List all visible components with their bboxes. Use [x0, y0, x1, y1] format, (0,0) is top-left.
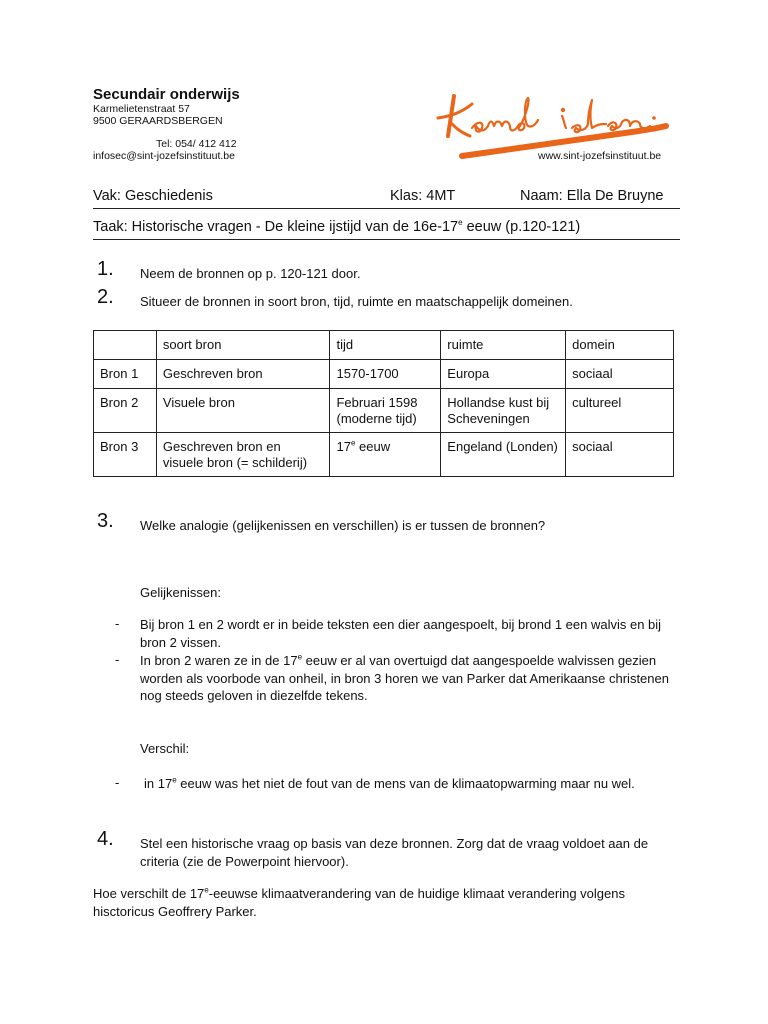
- question-text: Welke analogie (gelijkenissen en verschillen) is er tussen de bronnen?: [140, 518, 546, 533]
- table-cell: Europa: [441, 360, 566, 389]
- school-street: Karmelietenstraat 57: [93, 103, 190, 115]
- student-name: Naam: Ella De Bruyne: [520, 188, 664, 204]
- bullet-dash: -: [115, 616, 120, 631]
- school-website: www.sint-jozefsinstituut.be: [538, 150, 662, 162]
- similarity-item: Bij bron 1 en 2 wordt er in beide teksten een dier aangespoelt, bij brond 1 een walvis en bij bron 2 vissen.: [140, 617, 662, 650]
- table-header-cell: [94, 331, 157, 360]
- table-cell: Geschreven bron en visuele bron (= schilderij): [156, 433, 330, 477]
- school-tel: Tel: 054/ 412 412: [156, 138, 237, 150]
- table-cell: sociaal: [566, 433, 674, 477]
- table-cell: 1570-1700: [330, 360, 441, 389]
- school-city: 9500 GERAARDSBERGEN: [93, 115, 223, 127]
- question-number: 3.: [97, 510, 114, 532]
- task-divider: [93, 239, 680, 240]
- table-header-row: [94, 331, 674, 360]
- task-title: Taak: Historische vragen - De kleine ijstijd van de 16e-17e eeuw (p.120-121): [93, 218, 581, 235]
- similarity-item: In bron 2 waren ze in de 17e eeuw er al van overtuigd dat aangespoelde walvissen gezien worden als voorbode van onheil, in bron 3 horen we van Parker dat Amerikaanse christenen nog steeds geloven in diezelfde tekens.: [140, 652, 669, 703]
- sources-table: [93, 330, 674, 477]
- table-header-cell: soort bron: [156, 331, 330, 360]
- table-cell: cultureel: [566, 389, 674, 433]
- question-text: Neem de bronnen op p. 120-121 door.: [140, 266, 361, 281]
- table-cell: Engeland (Londen): [441, 433, 566, 477]
- table-header-cell: tijd: [330, 331, 441, 360]
- table-cell: Bron 2: [94, 389, 157, 433]
- bullet-dash: -: [115, 775, 120, 790]
- historical-question-answer: Hoe verschilt de 17e-eeuwse klimaatverandering van de huidige klimaat verandering volgens hisctoricus Geoffrery Parker.: [93, 885, 625, 919]
- table-cell: Bron 1: [94, 360, 157, 389]
- table-row: [94, 433, 674, 477]
- question-text: Situeer de bronnen in soort bron, tijd, ruimte en maatschappelijk domeinen.: [140, 294, 573, 309]
- table-cell: Februari 1598 (moderne tijd): [330, 389, 441, 433]
- question-number: 1.: [97, 258, 114, 280]
- question-number: 2.: [97, 286, 114, 308]
- school-email: infosec@sint-jozefsinstituut.be: [93, 150, 235, 162]
- table-header-cell: ruimte: [441, 331, 566, 360]
- difference-label: Verschil:: [140, 741, 190, 756]
- school-name: Secundair onderwijs: [93, 86, 240, 103]
- table-cell: 17e eeuw: [330, 433, 441, 477]
- table-cell: Bron 3: [94, 433, 157, 477]
- question-text: Stel een historische vraag op basis van deze bronnen. Zorg dat de vraag voldoet aan de criteria (zie de Powerpoint hiervoor).: [140, 836, 649, 869]
- subject-label: Vak: Geschiedenis: [93, 188, 213, 204]
- table-cell: sociaal: [566, 360, 674, 389]
- table-cell: Geschreven bron: [156, 360, 330, 389]
- similarities-label: Gelijkenissen:: [140, 585, 221, 600]
- question-number: 4.: [97, 828, 114, 850]
- class-label: Klas: 4MT: [390, 188, 456, 204]
- difference-item: in 17e eeuw was het niet de fout van de mens van de klimaatopwarming maar nu wel.: [144, 775, 635, 791]
- table-row: [94, 389, 674, 433]
- table-row: [94, 360, 674, 389]
- header-divider: [93, 208, 680, 209]
- table-header-cell: domein: [566, 331, 674, 360]
- bullet-dash: -: [115, 652, 120, 667]
- table-cell: Hollandse kust bij Scheveningen: [441, 389, 566, 433]
- table-cell: Visuele bron: [156, 389, 330, 433]
